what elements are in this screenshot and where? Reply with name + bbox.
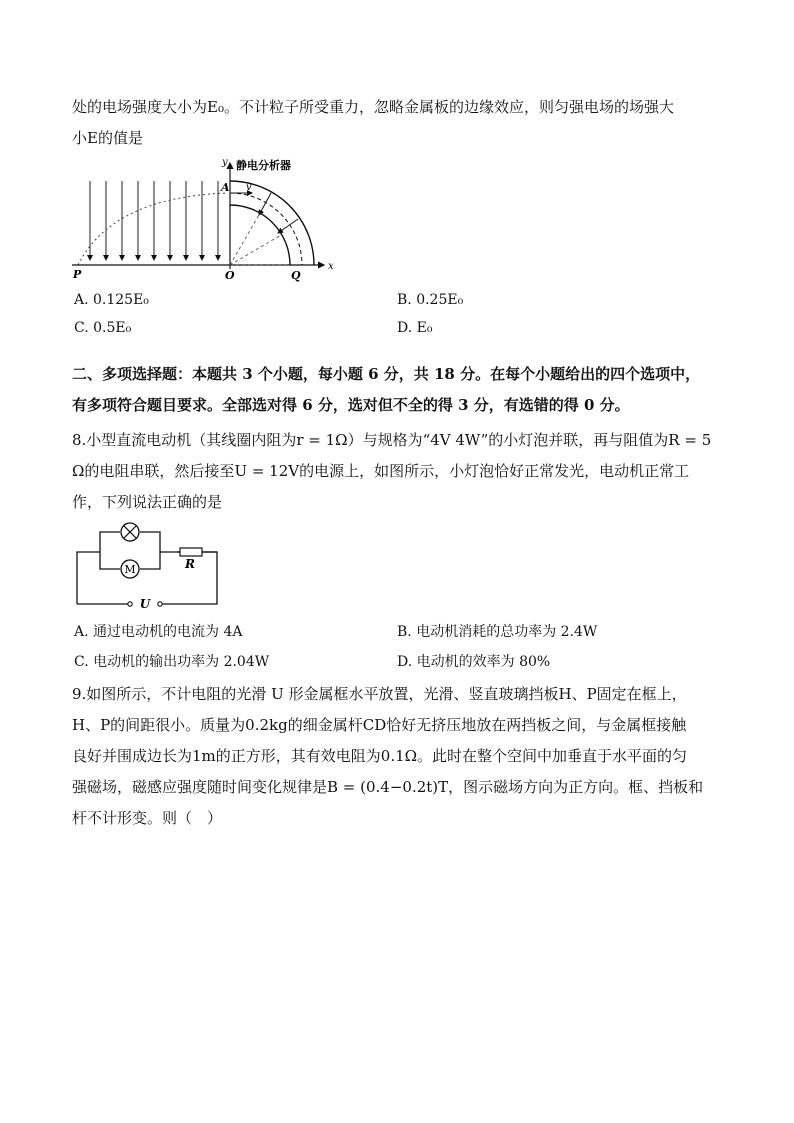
lamp-symbol: [121, 523, 139, 541]
section2-heading-line1: 二、多项选择题：本题共 3 个小题，每小题 6 分，共 18 分。在每个小题给出的四个选项中，: [72, 365, 701, 383]
radial-field-arrows: [259, 193, 298, 233]
q8-text-line2: Ω的电阻串联，然后接至U = 12V的电源上，如图所示，小灯泡恰好正常发光，电动机正常工: [72, 462, 690, 480]
q7-option-c: C. 0.5E₀: [74, 320, 132, 336]
q7-text-line1: 处的电场强度大小为E₀。不计粒子所受重力，忽略金属板的边缘效应，则匀强电场的场强大: [72, 98, 674, 116]
q9-text-line1: 9.如图所示，不计电阻的光滑 U 形金属框水平放置，光滑、竖直玻璃挡板H、P固定在框上，: [72, 685, 687, 703]
point-p-label: P: [73, 268, 82, 281]
resistor-symbol: [180, 548, 202, 556]
q9-text-line2: H、P的间距很小。质量为0.2kg的细金属杆CD恰好无挤压地放在两挡板之间，与金属框接触: [72, 716, 687, 734]
q8-option-c: C. 电动机的输出功率为 2.04W: [74, 654, 270, 670]
motor-label: M: [124, 563, 136, 576]
section2-heading-line2: 有多项符合题目要求。全部选对得 6 分，选对但不全的得 3 分，有选错的得 0 分。: [72, 396, 630, 414]
figure-title: 静电分析器: [236, 159, 291, 172]
radial-lines: [230, 213, 290, 265]
q9-text-line5: 杆不计形变。则（ ）: [72, 809, 223, 827]
q8-option-a: A. 通过电动机的电流为 4A: [74, 624, 243, 640]
velocity-label: v: [246, 182, 252, 193]
terminal-left: [128, 602, 132, 606]
electrostatic-analyzer-figure: [72, 157, 342, 285]
q8-text-line1: 8.小型直流电动机（其线圈内阻为r = 1Ω）与规格为“4V 4W”的小灯泡并联，再与阻值为R = 5: [72, 431, 712, 449]
q8-option-d: D. 电动机的效率为 80%: [397, 654, 551, 670]
q9-text-line3: 良好并围成边长为1m的正方形，其有效电阻为0.1Ω。此时在整个空间中加垂直于水平面的匀: [72, 747, 688, 765]
q7-option-d: D. E₀: [397, 320, 433, 336]
resistor-label: R: [185, 557, 195, 571]
point-a-label: A: [221, 181, 230, 194]
x-label: x: [328, 261, 334, 272]
terminal-right: [158, 602, 162, 606]
q7-text-line2: 小E的值是: [72, 129, 143, 147]
circuit-diagram: [72, 520, 222, 612]
q7-option-a: A. 0.125E₀: [74, 292, 149, 308]
point-q-label: Q: [291, 269, 301, 282]
motor-symbol: [121, 560, 139, 578]
origin-o-label: O: [225, 269, 235, 282]
trajectory-curve: [78, 193, 228, 265]
center-arc: [230, 193, 302, 265]
q7-option-b: B. 0.25E₀: [397, 292, 464, 308]
q8-option-b: B. 电动机消耗的总功率为 2.4W: [397, 624, 598, 640]
field-lines: [90, 181, 218, 260]
q8-text-line3: 作，下列说法正确的是: [72, 493, 223, 511]
circuit-wires: [77, 532, 217, 604]
q9-text-line4: 强磁场，磁感应强度随时间变化规律是B = (0.4−0.2t)T，图示磁场方向为正方向。框、挡板和: [72, 778, 704, 796]
source-label: U: [139, 597, 151, 611]
y-label: y: [222, 157, 228, 168]
